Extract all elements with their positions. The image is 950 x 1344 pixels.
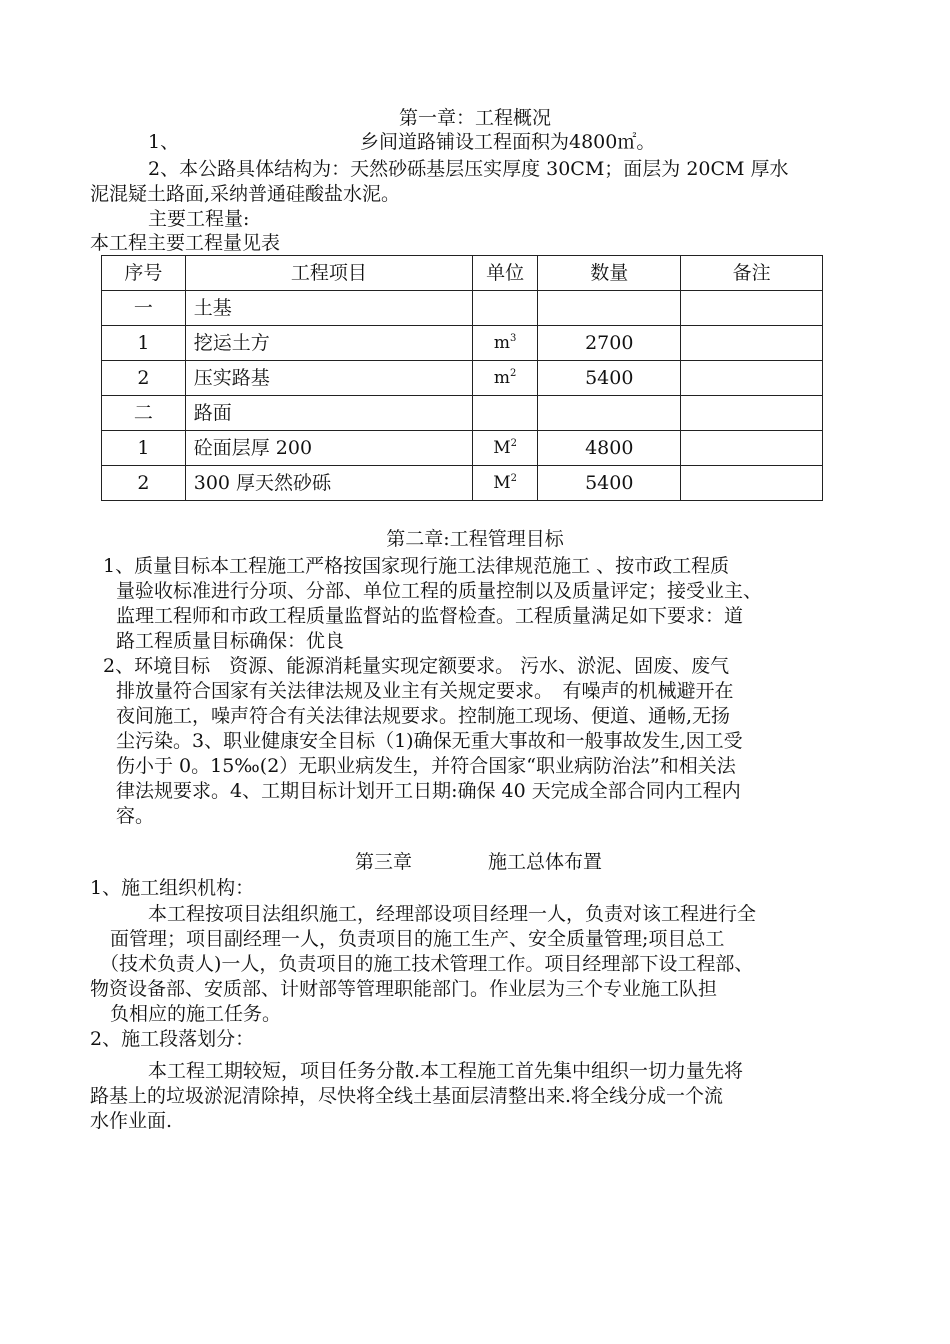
cell-quantity: 4800 (538, 431, 681, 466)
cell-unit: $M^2$ (473, 431, 538, 466)
ch2-line: 容。 (116, 805, 155, 827)
table-row (102, 326, 823, 361)
cell-quantity: 5400 (538, 466, 681, 501)
cell-item: 压实路基 (185, 361, 472, 396)
cell-remark (681, 396, 823, 431)
ch3-section1-line: （技术负责人)一人，负责项目的施工技术管理工作。项目经理部下设工程部、 (100, 953, 754, 975)
ch2-line: 2、环境目标 资源、能源消耗量实现定额要求。 污水、淤泥、固废、废气 (103, 655, 730, 677)
cell-quantity: 2700 (538, 326, 681, 361)
header-remark: 备注 (681, 256, 823, 291)
ch2-line: 监理工程师和市政工程质量监督站的监督检查。工程质量满足如下要求：道 (116, 605, 744, 627)
ch3-section2-heading: 2、施工段落划分： (90, 1028, 255, 1050)
ch2-line: 尘污染。3、职业健康安全目标（1)确保无重大事故和一般事故发生,因工受 (116, 730, 743, 752)
table-header-row (102, 256, 823, 291)
chapter2-title: 第二章:工程管理目标 (386, 528, 564, 550)
cell-unit: $m^3$ (473, 326, 538, 361)
ch3-section1-line: 负相应的施工任务。 (110, 1003, 282, 1025)
cell-quantity (538, 396, 681, 431)
cell-no: 二 (102, 396, 186, 431)
cell-item: 路面 (185, 396, 472, 431)
ch2-line: 排放量符合国家有关法律法规及业主有关规定要求。 有噪声的机械避开在 (116, 680, 734, 702)
cell-item: 土基 (185, 291, 472, 326)
cell-item: 挖运土方 (185, 326, 472, 361)
table-row (102, 396, 823, 431)
ch3-section2-line: 本工程工期较短，项目任务分散.本工程施工首先集中组织一切力量先将 (148, 1060, 744, 1082)
cell-no: 1 (102, 431, 186, 466)
cell-remark (681, 466, 823, 501)
ch1-item1-number: 1、 (148, 131, 180, 153)
cell-no: 2 (102, 361, 186, 396)
cell-no: 2 (102, 466, 186, 501)
table-row (102, 291, 823, 326)
header-item: 工程项目 (185, 256, 472, 291)
table-row (102, 361, 823, 396)
cell-unit (473, 291, 538, 326)
ch2-line: 夜间施工，噪声符合有关法律法规要求。控制施工现场、便道、通畅,无扬 (116, 705, 731, 727)
ch3-section1-line: 面管理；项目副经理一人，负责项目的施工生产、安全质量管理;项目总工 (110, 928, 725, 950)
ch3-section1-line: 本工程按项目法组织施工，经理部设项目经理一人，负责对该工程进行全 (148, 903, 757, 925)
ch3-section1-heading: 1、施工组织机构： (90, 877, 255, 899)
cell-no: 一 (102, 291, 186, 326)
ch3-section2-line: 路基上的垃圾淤泥清除掉，尽快将全线土基面层清整出来.将全线分成一个流 (90, 1085, 724, 1107)
cell-remark (681, 291, 823, 326)
chapter3-title-number: 第三章 (355, 851, 413, 873)
cell-quantity (538, 291, 681, 326)
ch3-section2-line: 水作业面. (90, 1110, 173, 1132)
header-quantity: 数量 (538, 256, 681, 291)
cell-quantity: 5400 (538, 361, 681, 396)
cell-remark (681, 431, 823, 466)
cell-remark (681, 326, 823, 361)
cell-remark (681, 361, 823, 396)
cell-no: 1 (102, 326, 186, 361)
table-caption: 本工程主要工程量见表 (90, 232, 281, 254)
chapter1-title: 第一章：工程概况 (398, 107, 551, 129)
cell-unit: $M^2$ (473, 466, 538, 501)
cell-unit (473, 396, 538, 431)
cell-unit: $m^2$ (473, 361, 538, 396)
table-row (102, 466, 823, 501)
cell-item: 300 厚天然砂砾 (185, 466, 472, 501)
header-no: 序号 (102, 256, 186, 291)
header-unit: 单位 (473, 256, 538, 291)
main-quantities-label: 主要工程量: (148, 208, 250, 230)
ch2-line: 律法规要求。4、工期目标计划开工日期:确保 40 天完成全部合同内工程内 (116, 780, 741, 802)
ch2-line: 1、质量目标本工程施工严格按国家现行施工法律规范施工 、按市政工程质 (103, 555, 730, 577)
ch1-item2-line2: 泥混疑土路面,采纳普通硅酸盐水泥。 (90, 183, 401, 205)
chapter3-title-text: 施工总体布置 (488, 851, 603, 873)
cell-item: 砼面层厚 200 (185, 431, 472, 466)
ch2-line: 量验收标准进行分项、分部、单位工程的质量控制以及质量评定；接受业主、 (116, 580, 763, 602)
ch2-line: 伤小于 0。15‰(2）无职业病发生，并符合国家“职业病防治法”和相关法 (116, 755, 736, 777)
ch1-item1-text: 乡间道路铺设工程面积为4800㎡。 (360, 131, 656, 153)
table-row (102, 431, 823, 466)
quantities-table (101, 255, 823, 501)
ch1-item2-line1: 2、本公路具体结构为：天然砂砾基层压实厚度 30CM；面层为 20CM 厚水 (148, 158, 789, 180)
ch2-line: 路工程质量目标确保：优良 (116, 630, 345, 652)
ch3-section1-line: 物资设备部、安质部、计财部等管理职能部门。作业层为三个专业施工队担 (90, 978, 718, 1000)
